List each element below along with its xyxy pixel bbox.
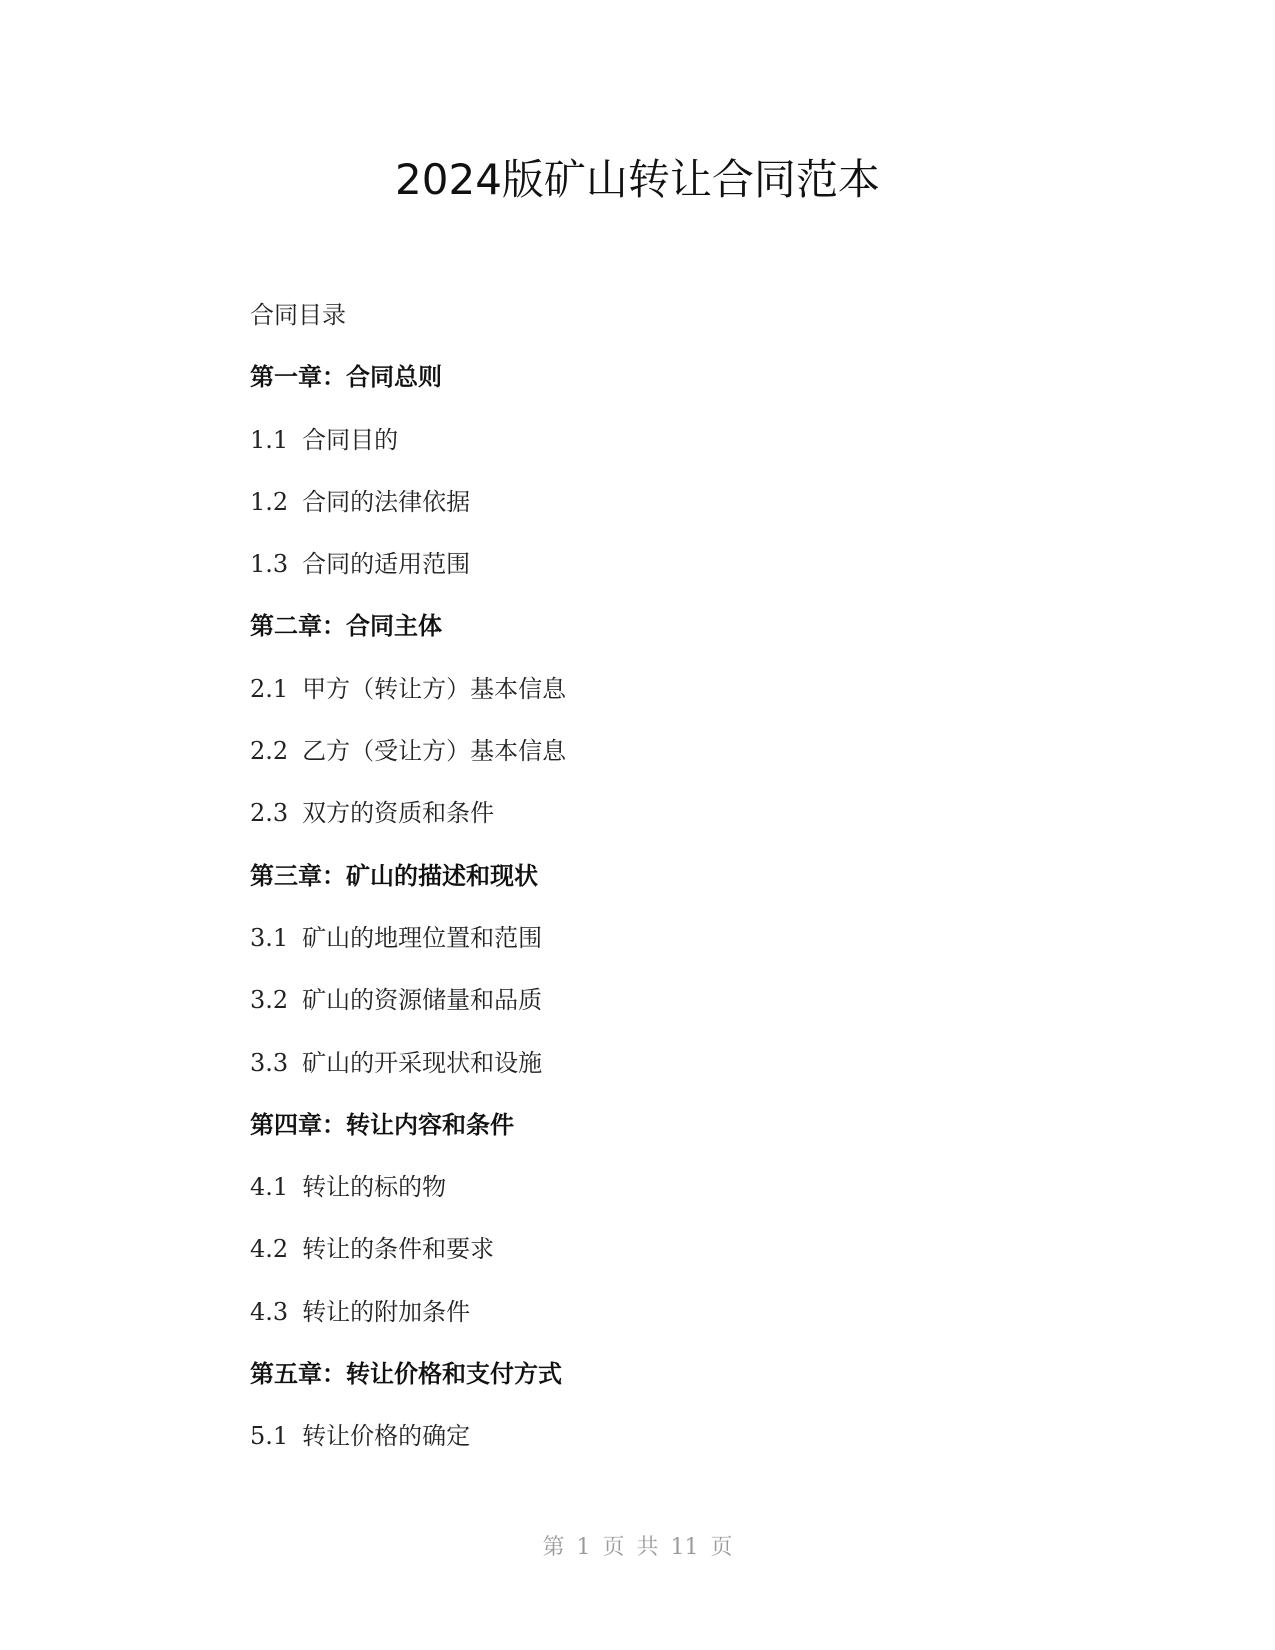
current-page-number: 1 [576, 1535, 591, 1560]
footer-word: 页 [602, 1535, 625, 1560]
toc-chapter-heading: 第四章：转让内容和条件 [250, 1110, 514, 1139]
toc-item-number: 2.3 [250, 799, 289, 828]
toc-item-number: 3.1 [250, 923, 289, 952]
toc-item [250, 417, 1150, 479]
toc-item-label: 合同目的 [302, 425, 399, 454]
toc-item-number: 1.3 [250, 550, 289, 579]
toc-item-number: 3.3 [250, 1048, 289, 1077]
toc-item [250, 977, 1150, 1039]
toc-item-number: 1.1 [250, 425, 289, 454]
toc-item-label: 矿山的资源储量和品质 [302, 986, 543, 1015]
footer-word: 第 [542, 1535, 565, 1560]
toc-item [250, 666, 1150, 728]
toc-item-label: 矿山的开采现状和设施 [302, 1048, 543, 1077]
toc-item [250, 915, 1150, 977]
toc-chapter-heading: 第五章：转让价格和支付方式 [250, 1360, 562, 1389]
toc-item-number: 2.2 [250, 737, 289, 766]
table-of-contents [250, 292, 1150, 1476]
total-page-count: 11 [670, 1535, 699, 1560]
toc-item [250, 1413, 1150, 1475]
toc-item-number: 4.1 [250, 1173, 289, 1202]
toc-item-number: 4.2 [250, 1235, 289, 1264]
toc-item-label: 转让的标的物 [302, 1173, 447, 1202]
toc-item-label: 转让价格的确定 [302, 1422, 471, 1451]
toc-item [250, 541, 1150, 603]
toc-item [250, 790, 1150, 852]
toc-label: 合同目录 [250, 301, 346, 329]
toc-item [250, 1289, 1150, 1351]
document-title: 2024版矿山转让合同范本 [395, 155, 880, 204]
toc-item [250, 1164, 1150, 1226]
toc-item [250, 728, 1150, 790]
toc-chapter-heading: 第二章：合同主体 [250, 612, 442, 641]
toc-item-label: 转让的条件和要求 [302, 1235, 495, 1264]
toc-item-label: 甲方（转让方）基本信息 [302, 674, 567, 703]
toc-item-label: 合同的法律依据 [302, 487, 471, 516]
toc-item-label: 乙方（受让方）基本信息 [302, 737, 567, 766]
page-footer [0, 1530, 1275, 1561]
toc-chapter-heading: 第三章：矿山的描述和现状 [250, 861, 538, 890]
toc-item [250, 479, 1150, 541]
toc-item-label: 双方的资质和条件 [302, 799, 495, 828]
toc-item [250, 1226, 1150, 1288]
toc-item-number: 4.3 [250, 1297, 289, 1326]
toc-item-number: 5.1 [250, 1422, 289, 1451]
footer-word: 共 [636, 1535, 659, 1560]
toc-item-label: 转让的附加条件 [302, 1297, 471, 1326]
toc-item-label: 矿山的地理位置和范围 [302, 923, 543, 952]
toc-item-number: 3.2 [250, 986, 289, 1015]
toc-item-number: 1.2 [250, 487, 289, 516]
toc-item-label: 合同的适用范围 [302, 550, 471, 579]
footer-word: 页 [710, 1535, 733, 1560]
toc-item-number: 2.1 [250, 674, 289, 703]
toc-item [250, 1040, 1150, 1102]
toc-chapter-heading: 第一章：合同总则 [250, 363, 442, 392]
